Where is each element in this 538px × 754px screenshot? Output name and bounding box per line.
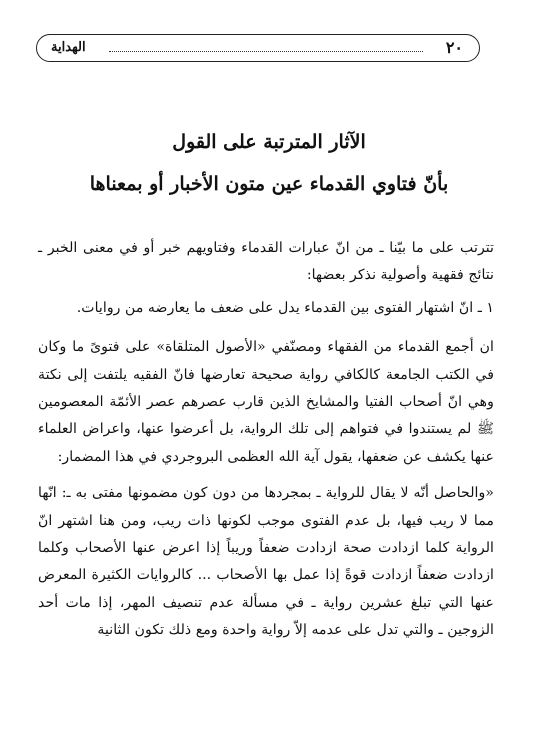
paragraph-explanation: ان أجمع القدماء من الفقهاء ومصنّفي «الأصول المتلقاة» على فتوىً ما وكان في الكتب الجامعة كالكافي رواية صحيحة تعارضها فانّ الفقيه يلتفت إلى نكتة وهي انّ أصحاب الفتيا والمشايخ الذين قارب عصرهم عصر الأئمّة المعصومين ﷺ لم يستندوا في فتواهم إلى تلك الرواية، بل أعرضوا عنها، واعراض العلماء عنها يكشف عن ضعفها، يقول آية الله العظمى البروجردي في هذا المضمار:	[38, 339, 494, 465]
running-title: الهداية	[51, 40, 86, 55]
paragraph-point-1: ١ ـ انّ اشتهار الفتوى بين القدماء يدل على ضعف ما يعارضه من روايات.	[76, 299, 494, 316]
paragraph-intro: تترتب على ما بيّنا ـ من انّ عبارات القدماء وفتاويهم خبر أو في معنى الخبر ـ نتائج فقهية وأصولية نذكر بعضها:	[38, 240, 494, 284]
body-text	[38, 235, 494, 654]
section-subtitle: بأنّ فتاوي القدماء عين متون الأخبار أو بمعناها	[89, 173, 449, 195]
paragraph-quotation: «والحاصل أنّه لا يقال للرواية ـ بمجردها من دون كون مضمونها مفتى به ـ: انّها مما لا ريب فيها، بل عدم الفتوى موجب لكونها ذات ريب، ومن هنا اشتهر انّ الرواية كلما ازدادت صحة ازدادت ضعفاً وريباً إذا اعرض عنها الأصحاب وكلما ازدادت ضعفاً ازدادت قوةً إذا عمل بها الأصحاب ... كالروايات الكثيرة المعرض عنها التي تبلغ عشرين رواية ـ في مسألة عدم تنصيف المهر، إذا مات أحد الزوجين ـ والتي تدل على عدمه إلاّ رواية واحدة ومع ذلك تكون الثانية	[38, 485, 494, 639]
header-dotted-leader	[109, 51, 423, 52]
section-title: الآثار المترتبة على القول	[172, 131, 366, 153]
running-header	[36, 34, 480, 62]
page-number: ٢٠	[445, 38, 463, 57]
section-titles	[40, 128, 498, 198]
